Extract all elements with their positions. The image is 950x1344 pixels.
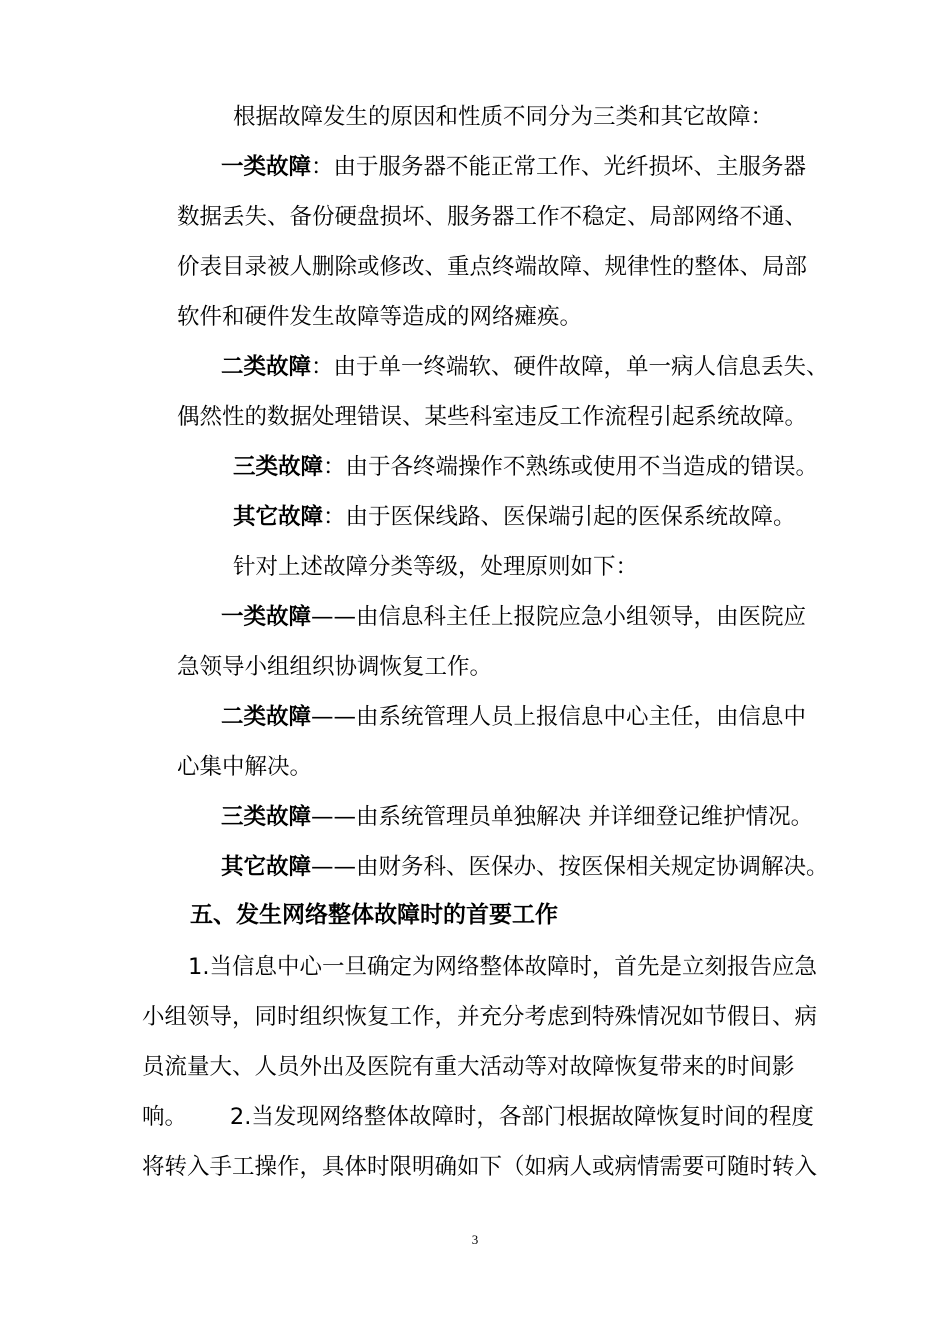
principle-2-first-line: 二类故障——由系统管理人员上报信息中心主任，由信息中 — [221, 704, 807, 730]
principle-2-term: 二类故障 — [221, 704, 312, 730]
category-1-line: 数据丢失、备份硬盘损坏、服务器工作不稳定、局部网络不通、 — [177, 204, 808, 230]
category-2-term: 二类故障 — [221, 354, 312, 380]
principle-1-term: 一类故障 — [221, 604, 312, 630]
principle-2-line: 心集中解决。 — [177, 754, 313, 780]
category-other-line: 其它故障：由于医保线路、医保端引起的医保系统故障。 — [233, 504, 796, 530]
category-1-first-line: 一类故障：由于服务器不能正常工作、光纤损坏、主服务器 — [221, 154, 807, 180]
section-paragraph-line: 员流量大、人员外出及医院有重大活动等对故障恢复带来的时间影 — [142, 1054, 795, 1080]
principle-3-line: 三类故障——由系统管理员单独解决 并详细登记维护情况。 — [221, 804, 814, 830]
category-other-term: 其它故障 — [233, 504, 324, 530]
category-1-line: 软件和硬件发生故障等造成的网络瘫痪。 — [177, 304, 583, 330]
section-heading: 五、发生网络整体故障时的首要工作 — [190, 902, 558, 928]
principle-1-first-line: 一类故障——由信息科主任上报院应急小组领导，由医院应 — [221, 604, 807, 630]
section-paragraph-line: 将转入手工操作，具体时限明确如下（如病人或病情需要可随时转入 — [142, 1154, 818, 1180]
intro-paragraph: 根据故障发生的原因和性质不同分为三类和其它故障： — [233, 104, 774, 130]
category-3-line: 三类故障：由于各终端操作不熟练或使用不当造成的错误。 — [233, 454, 819, 480]
page-number: 3 — [471, 1232, 479, 1247]
category-1-term: 一类故障 — [221, 154, 312, 180]
category-2-first-line: 二类故障：由于单一终端软、硬件故障，单一病人信息丢失、 — [221, 354, 829, 380]
section-paragraph-line: 1.当信息中心一旦确定为网络整体故障时，首先是立刻报告应急 — [188, 954, 817, 980]
category-1-line: 价表目录被人删除或修改、重点终端故障、规律性的整体、局部 — [177, 254, 808, 280]
principle-3-term: 三类故障 — [221, 804, 312, 830]
category-2-line: 偶然性的数据处理错误、某些科室违反工作流程引起系统故障。 — [177, 404, 808, 430]
principle-1-line: 急领导小组组织协调恢复工作。 — [177, 654, 493, 680]
section-paragraph-line: 响。 2.当发现网络整体故障时，各部门根据故障恢复时间的程度 — [142, 1104, 814, 1130]
principle-other-term: 其它故障 — [221, 854, 312, 880]
section-paragraph-line: 小组领导，同时组织恢复工作，并充分考虑到特殊情况如节假日、病 — [142, 1004, 818, 1030]
principle-other-line: 其它故障——由财务科、医保办、按医保相关规定协调解决。 — [221, 854, 829, 880]
principles-intro: 针对上述故障分类等级，处理原则如下： — [233, 554, 639, 580]
category-3-term: 三类故障 — [233, 454, 324, 480]
